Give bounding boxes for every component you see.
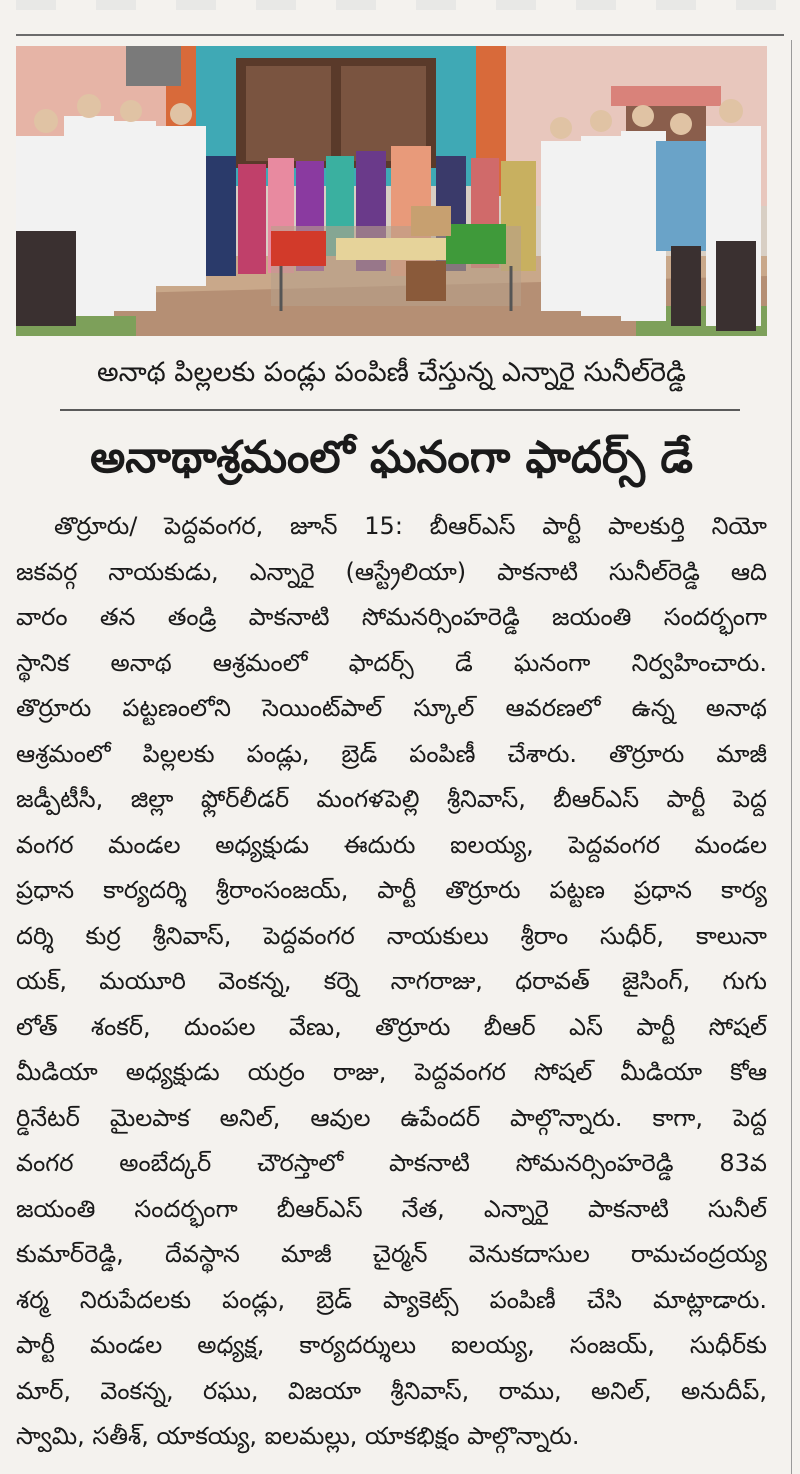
previous-column-strip [16, 0, 784, 10]
body-line: పార్టీ మండల అధ్యక్ష, కార్యదర్శులు ఐలయ్య, సంజయ్‌, సుధీర్‌కు [16, 1331, 767, 1359]
body-line: ఆశ్రమంలో పిల్లలకు పండ్లు, బ్రెడ్‌ పంపిణీ చేశారు. తొర్రూరు మాజీ [16, 739, 767, 768]
body-line: ప్రధాన కార్యదర్శి శ్రీరాంసంజయ్‌, పార్టీ తొర్రూరు పట్టణ ప్రధాన కార్య [16, 876, 767, 904]
body-line: స్థానిక అనాథ ఆశ్రమంలో ఫాదర్స్‌ డే ఘనంగా నిర్వహించారు. [16, 648, 767, 677]
body-line: జకవర్గ నాయకుడు, ఎన్నారై (ఆస్ట్రేలియా) పాకనాటి సునీల్‌రెడ్డి ఆది [16, 557, 767, 586]
body-line: తొర్రూరు పట్టణంలోని సెయింట్‌పాల్‌ స్కూల్‌ ఆవరణలో ఉన్న అనాథ [16, 694, 767, 722]
column-border [791, 40, 792, 1474]
body-line: వారం తన తండ్రి పాకనాటి సోమనర్సింహరెడ్డి జయంతి సందర్భంగా [16, 603, 767, 631]
body-line: దర్శి కుర్ర శ్రీనివాస్‌, పెద్దవంగర నాయకులు శ్రీరాం సుధీర్‌, కాలునా [16, 921, 767, 950]
article-headline: అనాథాశ్రమంలో ఘనంగా ఫాదర్స్‌ డే [90, 432, 693, 483]
body-line: మీడియా అధ్యక్షుడు యర్రం రాజు, పెద్దవంగర సోషల్‌ మీడియా కోఆ [16, 1058, 767, 1086]
body-line: శర్మ నిరుపేదలకు పండ్లు, బ్రెడ్‌ ప్యాకెట్స్‌ పంపిణీ చేసి మాట్లాడారు. [16, 1285, 767, 1314]
body-line: వంగర మండల అధ్యక్షుడు ఈదురు ఐలయ్య, పెద్దవంగర మండల [16, 830, 767, 859]
body-line: లోత్‌ శంకర్‌, దుంపల వేణు, తొర్రూరు బీఆర్‌ ఎస్‌ పార్టీ సోషల్‌ [16, 1012, 767, 1041]
body-line: ర్డినేటర్‌ మైలపాక అనిల్‌, ఆవుల ఉపేందర్‌ పాల్గొన్నారు. కాగా, పెద్ద [16, 1103, 767, 1132]
body-line: స్వామి, సతీశ్‌, యాకయ్య, ఐలమల్లు, యాకభిక్షం పాల్గొన్నారు. [16, 1422, 580, 1450]
news-photo [16, 46, 767, 336]
top-divider [16, 34, 784, 36]
body-line: జడ్పీటీసీ, జిల్లా ఫ్లోర్‌లీడర్‌ మంగళపెల్లి శ్రీనివాస్‌, బీఆర్‌ఎస్‌ పార్టీ పెద్ద [16, 785, 767, 813]
body-line: కుమార్‌రెడ్డి, దేవస్థాన మాజీ చైర్మన్‌ వెనుకదాసుల రామచంద్రయ్య [16, 1240, 767, 1268]
body-line: యక్‌, మయూరి వెంకన్న, కర్నె నాగరాజు, ధరావత్‌ జైసింగ్‌, గుగు [16, 967, 767, 995]
photo-caption: అనాథ పిల్లలకు పండ్లు పంపిణీ చేస్తున్న ఎన్నారై సునీల్‌రెడ్డి [96, 357, 687, 388]
body-line: జయంతి సందర్భంగా బీఆర్‌ఎస్‌ నేత, ఎన్నారై పాకనాటి సునీల్‌ [16, 1194, 767, 1223]
photo-illustration [16, 46, 767, 336]
body-line: మార్‌, వెంకన్న, రఘు, విజయా శ్రీనివాస్‌, రాము, అనిల్‌, అనుదీప్‌, [16, 1376, 767, 1405]
article-body [16, 504, 767, 1460]
body-line: వంగర అంబేద్కర్‌ చౌరస్తాలో పాకనాటి సోమనర్సింహరెడ్డి 83వ [16, 1149, 767, 1177]
body-line: తొర్రూరు/ పెద్దవంగర, జూన్‌ 15: బీఆర్‌ఎస్‌ పార్టీ పాలకుర్తి నియో [54, 512, 767, 540]
caption-divider [60, 409, 740, 411]
